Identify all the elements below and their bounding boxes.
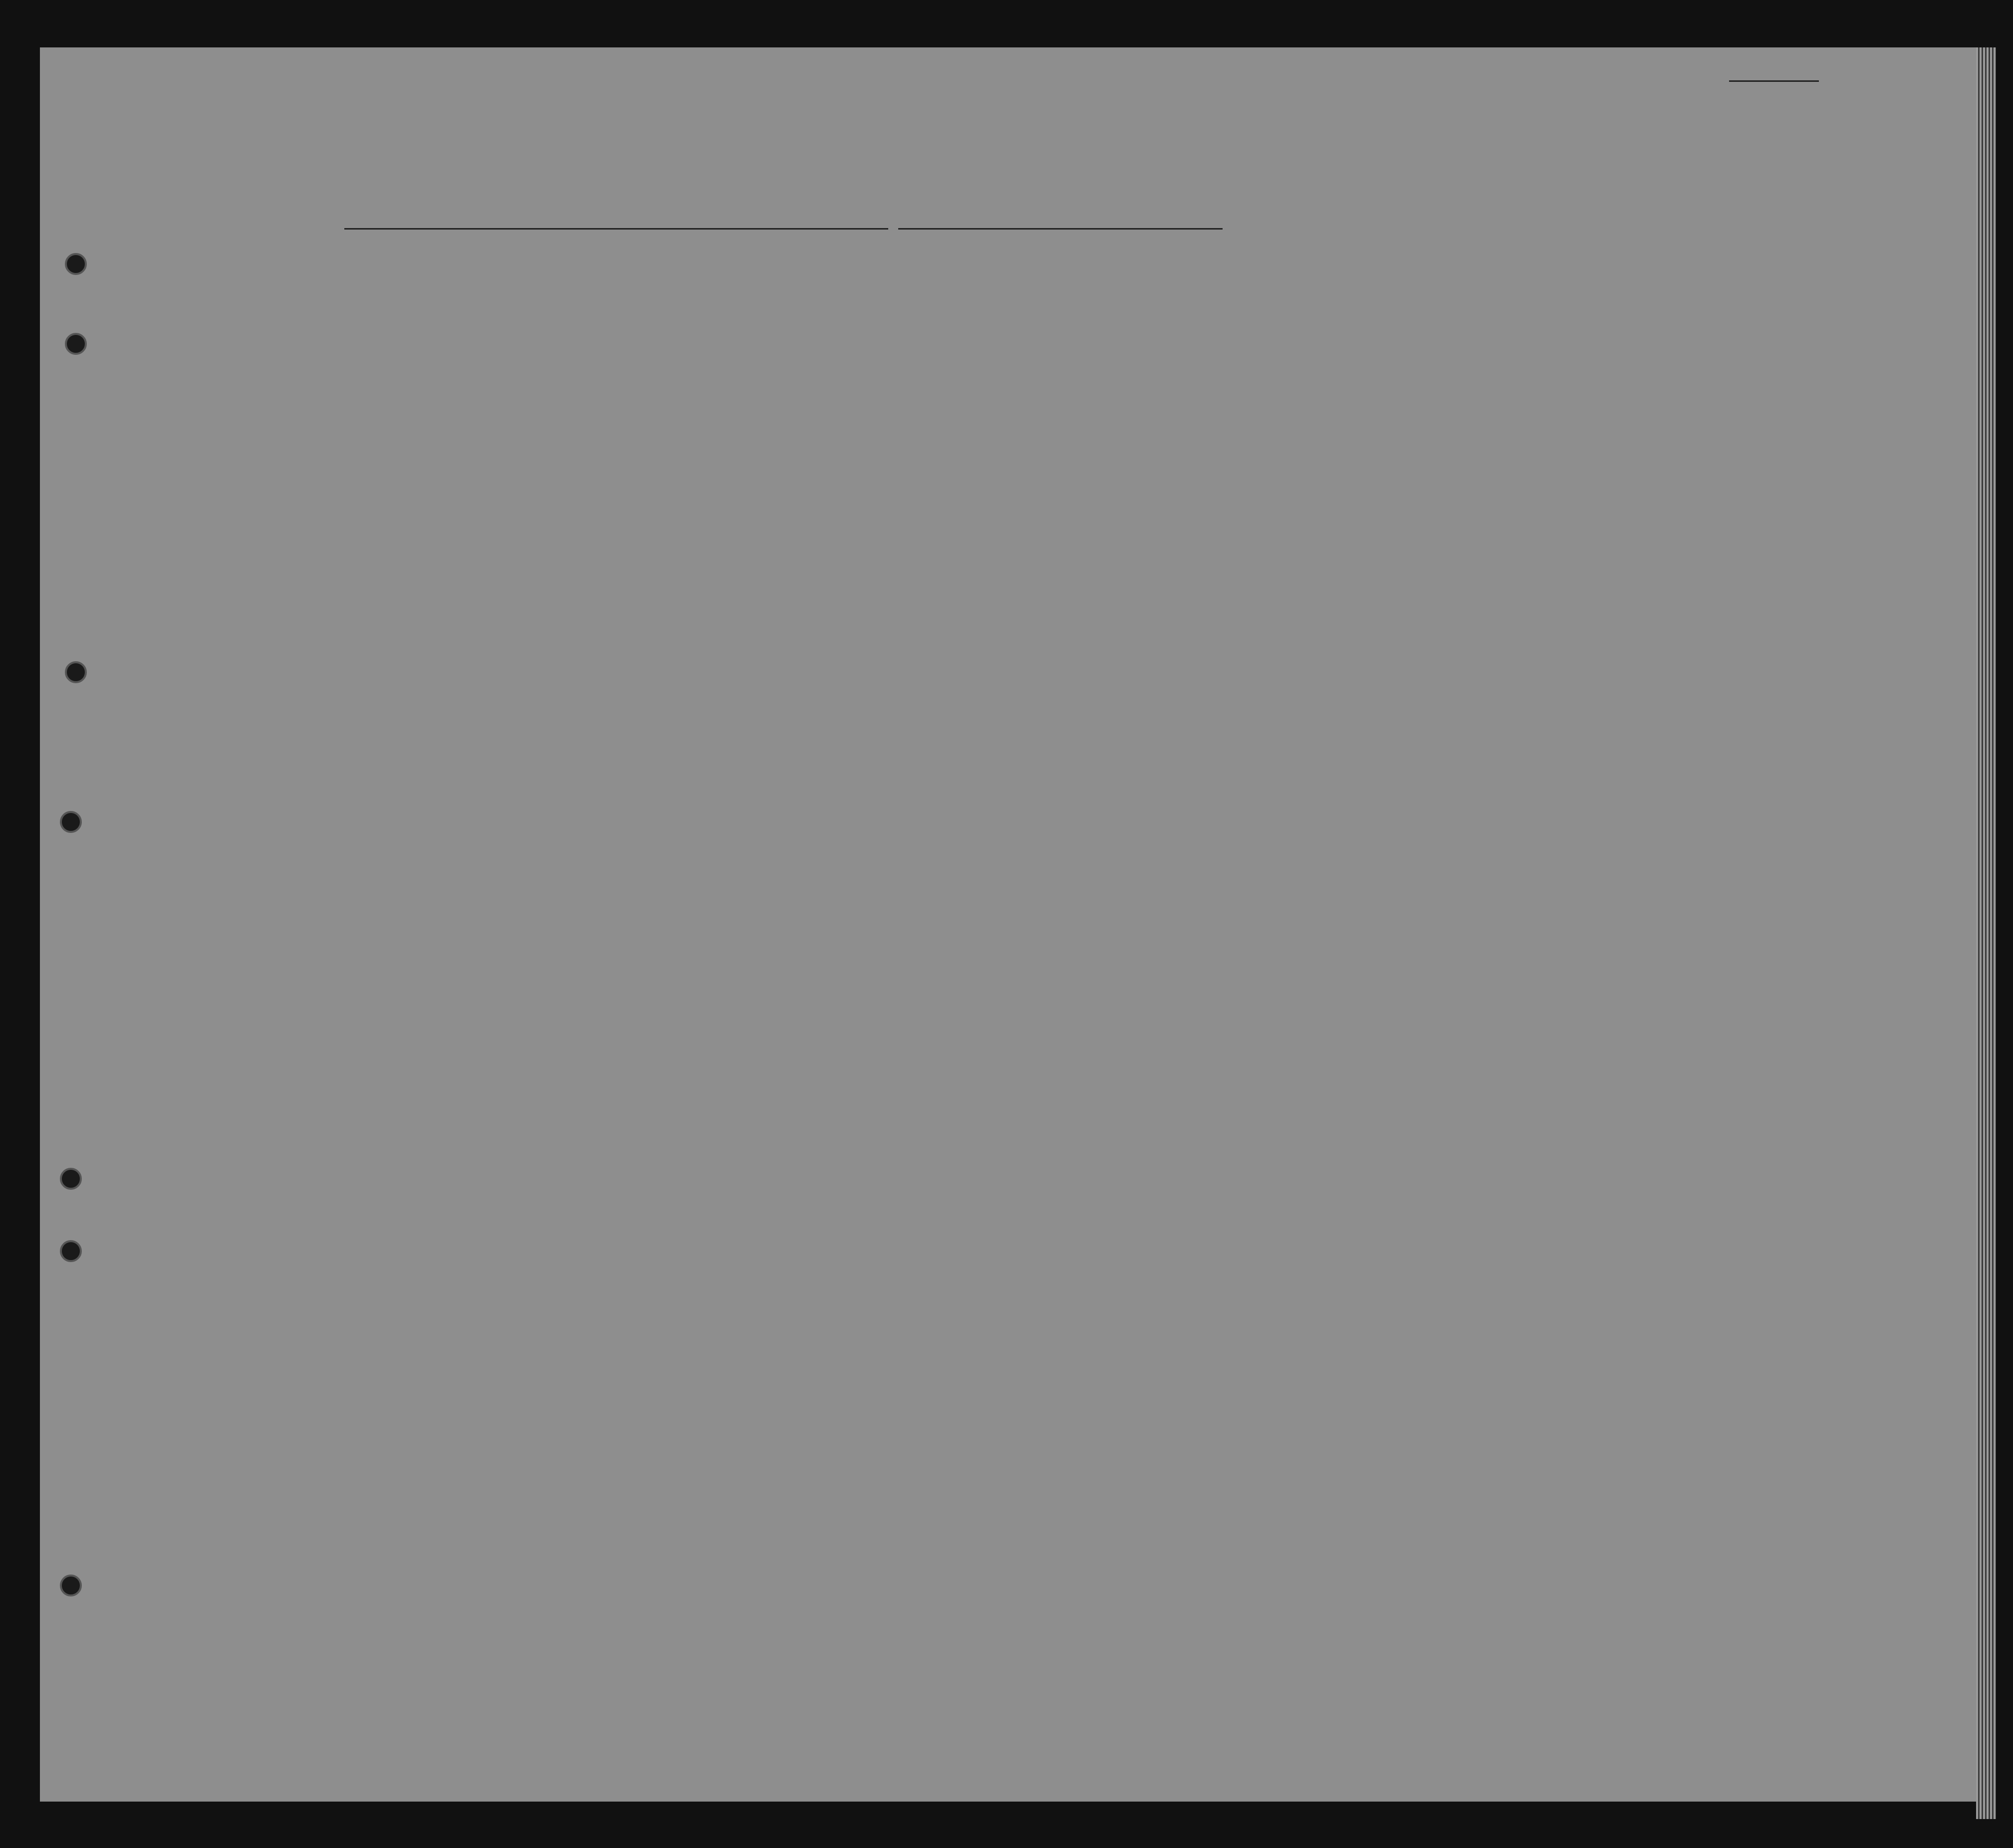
table-grid (40, 47, 1976, 1802)
page-edges (1976, 47, 1996, 1819)
manifest-sheet (40, 47, 1976, 1802)
